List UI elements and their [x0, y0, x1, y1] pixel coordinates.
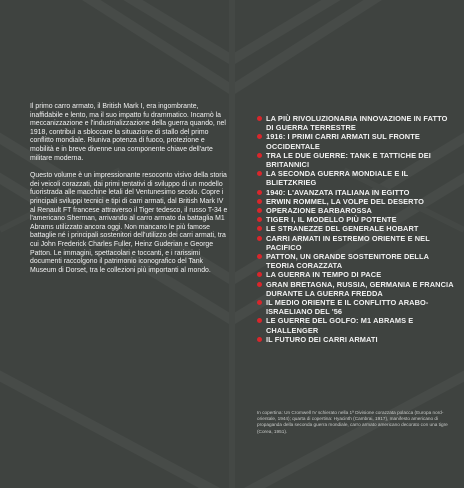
toc-item — [257, 335, 457, 344]
body-paragraph: Questo volume è un impressionante resoconto visivo della storia dei veicoli corazzati, dai primi tentativi di sviluppo di un modello fuoristrada alle macchine letali del Ventunesimo secolo. Copre i principali sviluppi tecnici e tipi di carri armati, dal British Mark IV al Renault FT francese attraverso il Tiger tedesco, il russo T-34 e l'americano Sherman, arrivando al carro armato da battaglia M1 Abrams utilizzato ancora oggi. Non mancano le più famose battaglie né i principali sostenitori dell'utilizzo dei carri armati, tra cui John Frederick Charles Fuller, Heinz Guderian e George Patton. Le immagini, spettacolari e toccanti, e i rarissimi documenti raccolgono il patrimonio iconografico del Tank Museum di Dorset, tra le collezioni più importanti al mondo. — [30, 172, 228, 274]
toc-item — [257, 169, 457, 187]
toc-item-label: TIGER I, IL MODELLO PIÙ POTENTE — [266, 215, 397, 225]
bullet-icon — [257, 153, 262, 158]
bullet-icon — [257, 171, 262, 176]
toc-item — [257, 298, 457, 316]
bullet-icon — [257, 226, 262, 231]
toc-item-label: LA GUERRA IN TEMPO DI PACE — [266, 270, 382, 280]
bullet-icon — [257, 337, 262, 342]
toc-item-label: GRAN BRETAGNA, RUSSIA, GERMANIA E FRANCIA DURANTE LA GUERRA FREDDA — [266, 279, 454, 298]
toc-item-label: LE STRANEZZE DEL GENERALE HOBART — [266, 224, 419, 234]
toc-item-label: IL MEDIO ORIENTE E IL CONFLITTO ARABO-ISRAELIANO DEL '56 — [266, 298, 429, 317]
toc-item-label: IL FUTURO DEI CARRI ARMATI — [266, 334, 378, 344]
toc-item — [257, 270, 457, 279]
toc-item — [257, 197, 457, 206]
bullet-icon — [257, 272, 262, 277]
toc-item — [257, 252, 457, 270]
toc-item-label: ERWIN ROMMEL, LA VOLPE DEL DESERTO — [266, 196, 424, 206]
description-column — [30, 103, 230, 284]
toc-item — [257, 132, 457, 150]
toc-item — [257, 234, 457, 252]
bullet-icon — [257, 190, 262, 195]
bullet-icon — [257, 217, 262, 222]
bullet-icon — [257, 282, 262, 287]
bullet-icon — [257, 134, 262, 139]
intro-paragraph: Il primo carro armato, il British Mark I, era ingombrante, inaffidabile e lento, ma il suo impatto fu drammatico. Incarnò la meccanizzazione e l'industrializzazione della guerra quando, nel 1918, contribuì a sbloccare la situazione di stallo del primo conflitto mondiale. Riuniva potenza di fuoco, protezione e mobilità e in breve divenne una componente chiave dell'arte militare moderna. — [30, 103, 226, 162]
toc-item-label: LA PIÙ RIVOLUZIONARIA INNOVAZIONE IN FATTO DI GUERRA TERRESTRE — [266, 114, 448, 133]
cover-credits: In copertina: Un Cromwell IV schierato nella 1ª Divisione corazzata polacca (Europa nord-orientale, 1944); quarta di copertina: Hyacinth (Cambrai, 1917), manifesto americano di propaganda della seconda guerra mondiale, carro armato americano decorato con una tigre (Corea, 1951). — [257, 410, 448, 434]
toc-item — [257, 188, 457, 197]
toc-item — [257, 215, 457, 224]
toc-item — [257, 206, 457, 215]
toc-item-label: 1940: L'AVANZATA ITALIANA IN EGITTO — [266, 187, 410, 197]
toc-item-label: LA SECONDA GUERRA MONDIALE E IL BLIETZKRIEG — [266, 169, 409, 188]
toc-item — [257, 151, 457, 169]
bullet-icon — [257, 318, 262, 323]
bullet-icon — [257, 116, 262, 121]
bullet-icon — [257, 236, 262, 241]
toc-item-label: TRA LE DUE GUERRE: TANK E TATTICHE DEI BRITANNICI — [266, 150, 431, 170]
table-of-contents — [257, 114, 457, 344]
bullet-icon — [257, 199, 262, 204]
bullet-icon — [257, 208, 262, 213]
toc-item-label: PATTON, UN GRANDE SOSTENITORE DELLA TEORIA CORAZZATA — [266, 252, 429, 271]
toc-item — [257, 114, 457, 132]
bullet-icon — [257, 300, 262, 305]
toc-item — [257, 224, 457, 233]
toc-item-label: OPERAZIONE BARBAROSSA — [266, 206, 372, 216]
toc-item-label: LE GUERRE DEL GOLFO: M1 ABRAMS E CHALLENGER — [266, 316, 414, 335]
bullet-icon — [257, 254, 262, 259]
toc-item — [257, 316, 457, 334]
toc-item — [257, 280, 457, 298]
toc-item-label: CARRI ARMATI IN ESTREMO ORIENTE E NEL PACIFICO — [266, 233, 430, 252]
toc-item-label: 1916: I PRIMI CARRI ARMATI SUL FRONTE OCCIDENTALE — [266, 132, 420, 151]
